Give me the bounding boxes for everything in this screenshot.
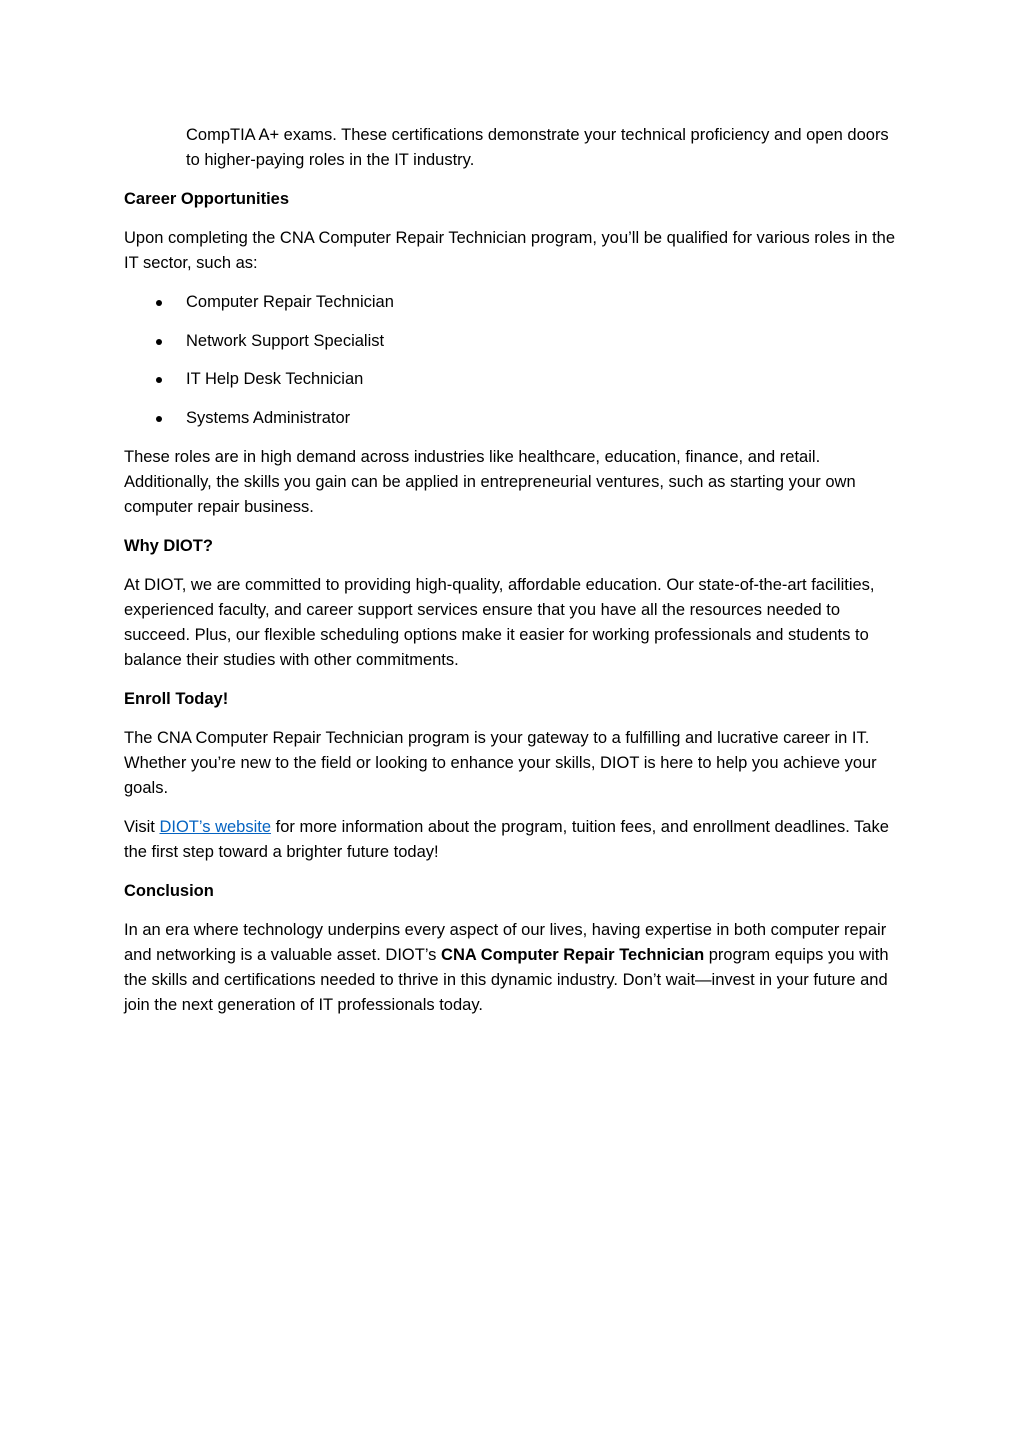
list-item [124, 406, 904, 431]
visit-prefix: Visit [124, 817, 160, 836]
list-item [124, 329, 904, 354]
enroll-today-heading: Enroll Today! [124, 689, 229, 708]
list-item [124, 290, 904, 315]
why-diot-paragraph: At DIOT, we are committed to providing high-quality, affordable education. Our state-of-the-art facilities, experienced faculty, and career support services ensure that you have all the resources needed to succeed. Plus, our flexible scheduling options make it easier for working professionals and students to balance their studies with other commitments. [124, 575, 875, 669]
conclusion-start: In an era where technology underpins every aspect of our lives, having expertise in both computer repair and networking is a valuable asset. DIOT’s [124, 920, 887, 964]
conclusion-heading: Conclusion [124, 881, 214, 900]
diot-website-link[interactable]: DIOT’s website [159, 817, 272, 836]
program-name: CNA Computer Repair Technician [441, 945, 705, 964]
bullet-icon [156, 377, 162, 383]
continuation-paragraph: CompTIA A+ exams. These certifications demonstrate your technical proficiency and open doors to higher-paying roles in the IT industry. [186, 126, 889, 169]
conclusion-paragraph [124, 918, 904, 1018]
document-body [124, 123, 904, 1032]
visit-suffix: for more information about the program, tuition fees, and enrollment deadlines. Take the first step toward a brighter future today! [124, 817, 889, 861]
role-label: IT Help Desk Technician [186, 370, 364, 388]
why-diot-heading: Why DIOT? [124, 536, 213, 555]
bullet-icon [156, 416, 162, 422]
enroll-paragraph: The CNA Computer Repair Technician program is your gateway to a fulfilling and lucrative career in IT. Whether you’re new to the field or looking to enhance your skills, DIOT is here to help you achieve your goals. [124, 728, 877, 797]
bullet-icon [156, 339, 162, 345]
role-label: Computer Repair Technician [186, 293, 394, 311]
career-opportunities-heading: Career Opportunities [124, 190, 290, 208]
role-label: Network Support Specialist [186, 331, 385, 350]
list-item [124, 367, 904, 392]
role-label: Systems Administrator [186, 408, 351, 427]
roles-list [124, 290, 904, 431]
career-outro-paragraph: These roles are in high demand across industries like healthcare, education, finance, and retail. Additionally, the skills you gain can be applied in entrepreneurial ventures, such as starting your own computer repair business. [124, 447, 856, 516]
visit-paragraph [124, 815, 904, 865]
bullet-icon [156, 300, 162, 306]
conclusion-end: program equips you with the skills and certifications needed to thrive in this dynamic industry. Don’t wait—invest in your future and join the next generation of IT professionals today. [124, 945, 889, 1014]
career-intro-paragraph: Upon completing the CNA Computer Repair Technician program, you’ll be qualified for various roles in the IT sector, such as: [124, 229, 896, 272]
